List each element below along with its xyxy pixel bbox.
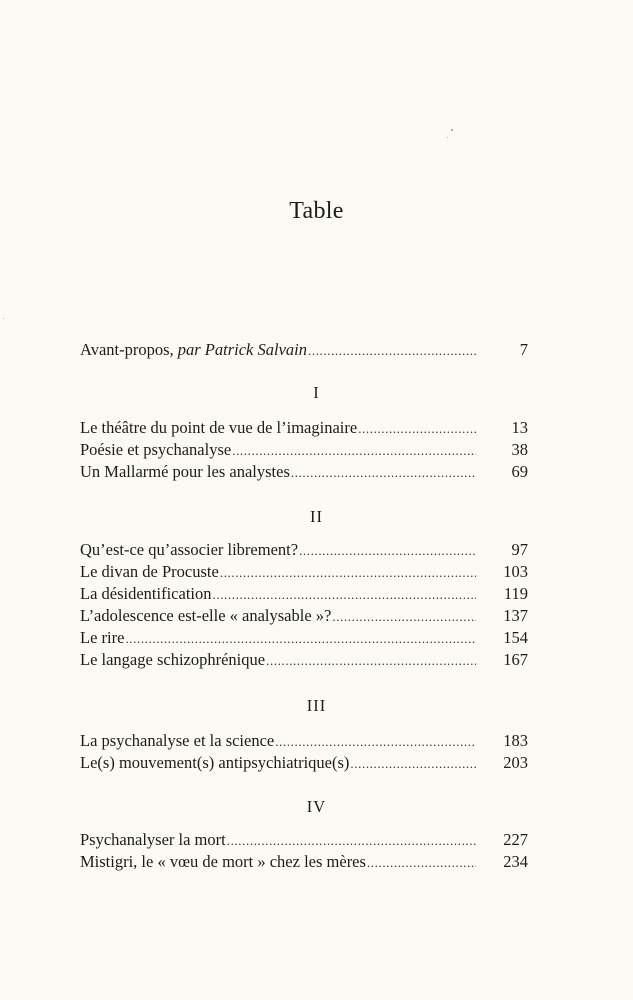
paper-speck [447,137,448,138]
toc-entry-label: L’adolescence est-elle « analysable »? [80,606,332,625]
toc-entry-label: La psychanalyse et la science [80,731,275,750]
toc-entry-page: 183 [503,731,528,750]
toc-entry [80,753,528,775]
toc-entry-page: 119 [503,584,528,603]
section-heading-i: I [313,383,320,402]
toc-entry-page: 7 [519,340,528,359]
toc-entry-page: 137 [503,606,528,625]
section-heading-ii: II [310,507,323,526]
page-title: Table [289,198,344,224]
toc-entry-page: 154 [503,628,528,647]
toc-entry [80,606,528,628]
toc-entry [80,440,528,462]
toc-entry [80,830,528,852]
toc-entry [80,418,528,440]
toc-entry-page: 203 [503,753,528,772]
section-heading-iii: III [306,696,327,715]
toc-entry-label: Le théâtre du point de vue de l’imaginaire [80,418,358,437]
toc-entry-page: 103 [503,562,528,581]
toc-entry-author: par Patrick Salvain [177,340,307,359]
paper-speck [3,318,4,319]
toc-entry [80,852,528,874]
toc-entry-label: Le(s) mouvement(s) antipsychiatrique(s) [80,753,350,772]
paper-speck [451,129,453,131]
toc-entry-page: 97 [511,540,528,559]
toc-entry [80,731,528,753]
dot-leader [275,734,476,750]
toc-entry-label: Le rire [80,628,125,647]
dot-leader [125,631,476,647]
dot-leader [213,587,477,603]
toc-entry-label: Qu’est-ce qu’associer librement? [80,540,299,559]
toc-entry [80,628,528,650]
toc-entry-page: 38 [511,440,528,459]
toc-entry-page: 227 [503,830,528,849]
toc-entry [80,562,528,584]
toc-entry-label: Le divan de Procuste [80,562,219,581]
toc-entry-page: 13 [511,418,528,437]
toc-entry-label: Psychanalyser la mort [80,830,226,849]
dot-leader [367,855,476,871]
dot-leader [350,756,476,772]
toc-entry [80,650,528,672]
dot-leader [291,465,476,481]
dot-leader [332,609,476,625]
dot-leader [220,565,476,581]
toc-entry-page: 234 [503,852,528,871]
dot-leader [308,343,476,359]
toc-entry-label: La désidentification [80,584,212,603]
toc-entry-label: Le langage schizophrénique [80,650,266,669]
dot-leader [358,421,476,437]
dot-leader [299,543,476,559]
toc-entry [80,462,528,484]
dot-leader [232,443,476,459]
toc-entry-label: Avant-propos, par Patrick Salvain [80,340,307,359]
toc-entry [80,584,528,606]
toc-entry-label: Un Mallarmé pour les analystes [80,462,290,481]
toc-entry-foreword [80,340,528,362]
toc-entry-label: Poésie et psychanalyse [80,440,232,459]
dot-leader [266,653,476,669]
section-heading-iv: IV [306,797,327,816]
toc-entry [80,540,528,562]
dot-leader [227,833,476,849]
toc-entry-page: 167 [503,650,528,669]
toc-entry-label: Mistigri, le « vœu de mort » chez les mères [80,852,366,871]
toc-entry-page: 69 [511,462,528,481]
